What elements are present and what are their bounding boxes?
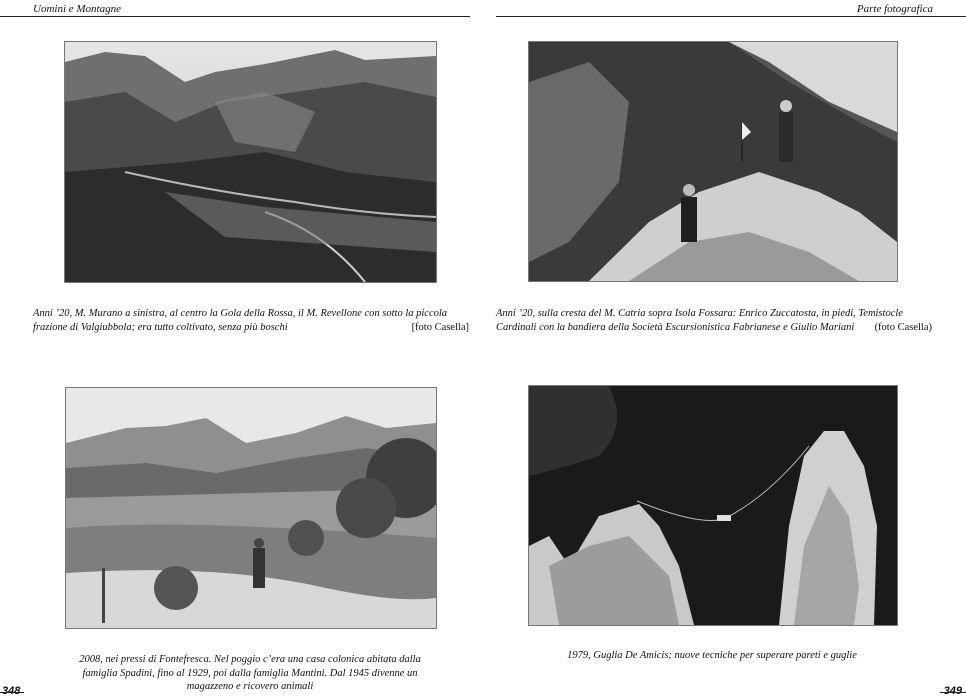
header-rule-right [496, 16, 966, 17]
caption-text: Anni ’20, M. Murano a sinistra, al centro la Gola della Rossa, il M. Revellone con sotto la piccola frazione di Valgiubbola; era tutto coltivato, senza più boschi [33, 308, 448, 333]
caption-photo-1 [33, 307, 469, 334]
photo-cresta-catria [528, 41, 898, 282]
running-header-left: Uomini e Montagne [33, 3, 121, 15]
running-header-right: Parte fotografica [856, 3, 933, 15]
caption-photo-4 [528, 649, 896, 663]
page-number-left: 348 [2, 685, 21, 697]
photo-fontefresca [65, 387, 437, 629]
header-rule-left [0, 16, 470, 17]
caption-photo-3 [66, 653, 434, 694]
photo-gola-della-rossa [64, 41, 437, 283]
photo-guglia-de-amicis [528, 385, 898, 626]
page-number-rule-right [940, 692, 966, 693]
photo-credit: [foto Casella] [411, 321, 469, 333]
caption-text: Anni ’20, sulla cresta del M. Catria sopra Isola Fossara: Enrico Zuccatosta, in piedi, Temistocle Cardinali con la bandiera della Società Escursionistica Fabrianese e Giulio Mariani [496, 308, 903, 333]
caption-photo-2 [496, 307, 932, 334]
caption-text: 2008, nei pressi di Fontefresca. Nel poggio c’era una casa colonica abitata dalla famiglia Spadini, fino al 1929, poi dalla famiglia Mantini. Dal 1945 divenne un magazzeno e ricovero animali [79, 654, 421, 692]
page-number-right: 349 [943, 685, 962, 697]
page-number-rule-left [0, 692, 24, 693]
caption-text: 1979, Guglia De Amicis; nuove tecniche per superare pareti e guglie [567, 650, 857, 661]
photo-credit: (foto Casella) [874, 321, 932, 333]
